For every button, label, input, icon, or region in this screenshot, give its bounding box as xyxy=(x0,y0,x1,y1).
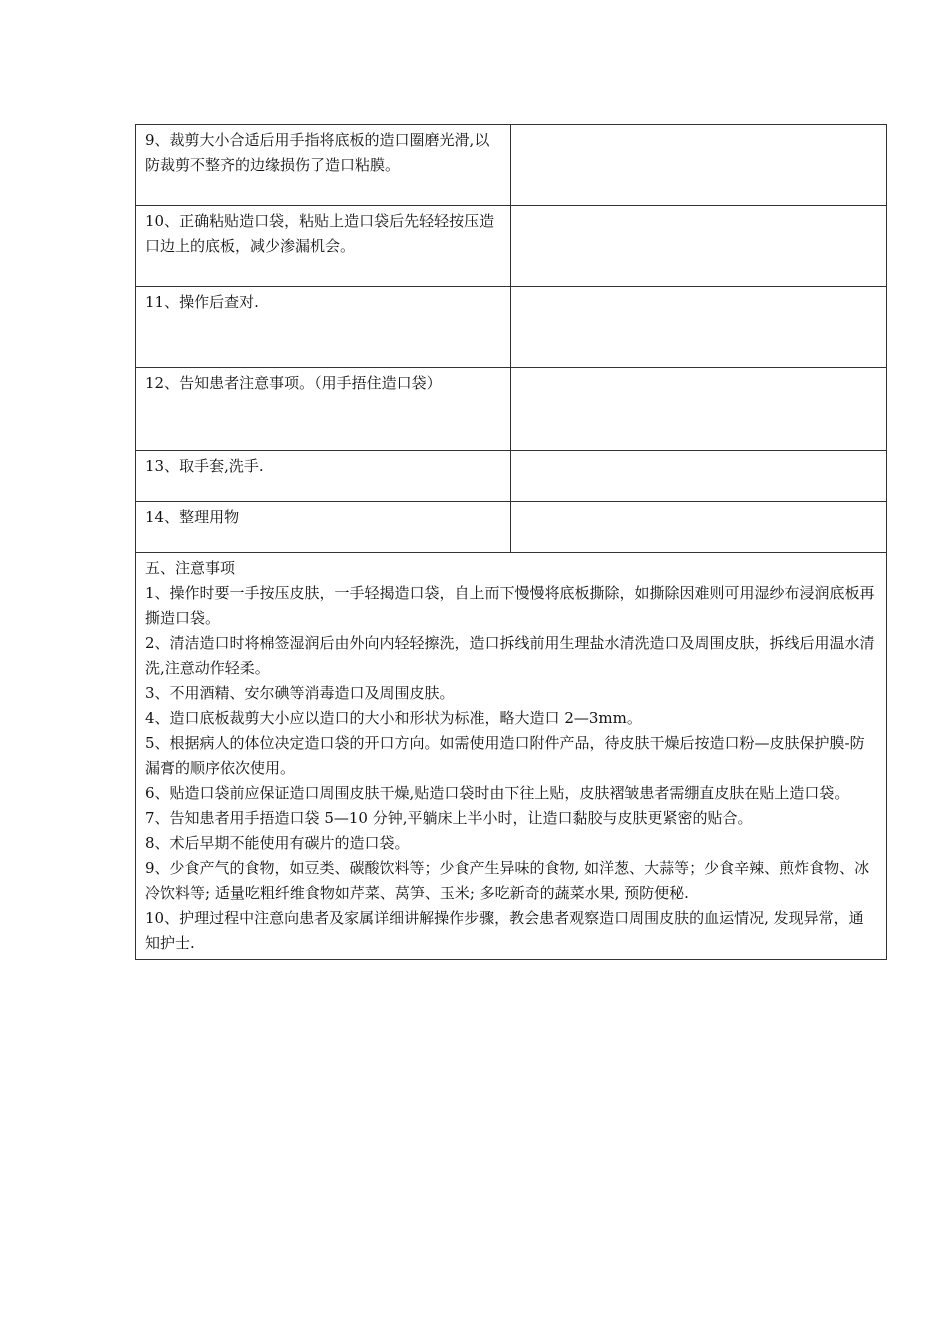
table-row xyxy=(136,451,887,502)
list-item: 7、告知患者用手捂造口袋 5—10 分钟,平躺床上半小时，让造口黏胶与皮肤更紧密的贴合。 xyxy=(145,809,753,827)
table-row xyxy=(136,206,887,287)
remark-cell xyxy=(511,451,887,502)
list-item: 4、造口底板裁剪大小应以造口的大小和形状为标准，略大造口 2—3mm。 xyxy=(145,709,642,727)
list-item: 1、操作时要一手按压皮肤，一手轻揭造口袋，自上而下慢慢将底板撕除，如撕除因难则可用湿纱布浸润底板再撕造口袋。 xyxy=(145,584,875,627)
remark-cell xyxy=(511,206,887,287)
table-row xyxy=(136,287,887,368)
notes-row xyxy=(136,553,887,960)
table-row xyxy=(136,502,887,553)
step-cell: 12、告知患者注意事项。（用手捂住造口袋） xyxy=(136,368,511,451)
list-item: 9、少食产气的食物，如豆类、碳酸饮料等；少食产生异味的食物, 如洋葱、大蒜等；少食辛辣、煎炸食物、冰冷饮料等; 适量吃粗纤维食物如芹菜、莴笋、玉米; 多吃新奇的蔬菜水果, 预防便秘. xyxy=(145,859,870,902)
table-row xyxy=(136,368,887,451)
table-row xyxy=(136,125,887,206)
notes-title: 五、注意事项 xyxy=(145,559,236,577)
procedure-table xyxy=(135,124,887,960)
step-cell: 14、整理用物 xyxy=(136,502,511,553)
remark-cell xyxy=(511,125,887,206)
remark-cell xyxy=(511,368,887,451)
step-cell: 11、操作后查对. xyxy=(136,287,511,368)
remark-cell xyxy=(511,287,887,368)
list-item: 5、根据病人的体位决定造口袋的开口方向。如需使用造口附件产品，待皮肤干燥后按造口粉—皮肤保护膜-防漏膏的顺序依次使用。 xyxy=(145,734,865,777)
list-item: 8、术后早期不能使用有碳片的造口袋。 xyxy=(145,834,410,852)
step-cell: 13、取手套,洗手. xyxy=(136,451,511,502)
step-cell: 10、正确粘贴造口袋，粘贴上造口袋后先轻轻按压造口边上的底板，减少渗漏机会。 xyxy=(136,206,511,287)
list-item: 3、不用酒精、安尔碘等消毒造口及周围皮肤。 xyxy=(145,684,455,702)
notes-cell xyxy=(136,553,887,960)
list-item: 10、护理过程中注意向患者及家属详细讲解操作步骤，教会患者观察造口周围皮肤的血运情况, 发现异常，通知护士. xyxy=(145,909,864,952)
remark-cell xyxy=(511,502,887,553)
step-cell: 9、裁剪大小合适后用手指将底板的造口圈磨光滑,以防裁剪不整齐的边缘损伤了造口粘膜。 xyxy=(136,125,511,206)
list-item: 2、清洁造口时将棉签湿润后由外向内轻轻擦洗，造口拆线前用生理盐水清洗造口及周围皮肤，拆线后用温水清洗,注意动作轻柔。 xyxy=(145,634,875,677)
list-item: 6、贴造口袋前应保证造口周围皮肤干燥,贴造口袋时由下往上贴，皮肤褶皱患者需绷直皮肤在贴上造口袋。 xyxy=(145,784,850,802)
